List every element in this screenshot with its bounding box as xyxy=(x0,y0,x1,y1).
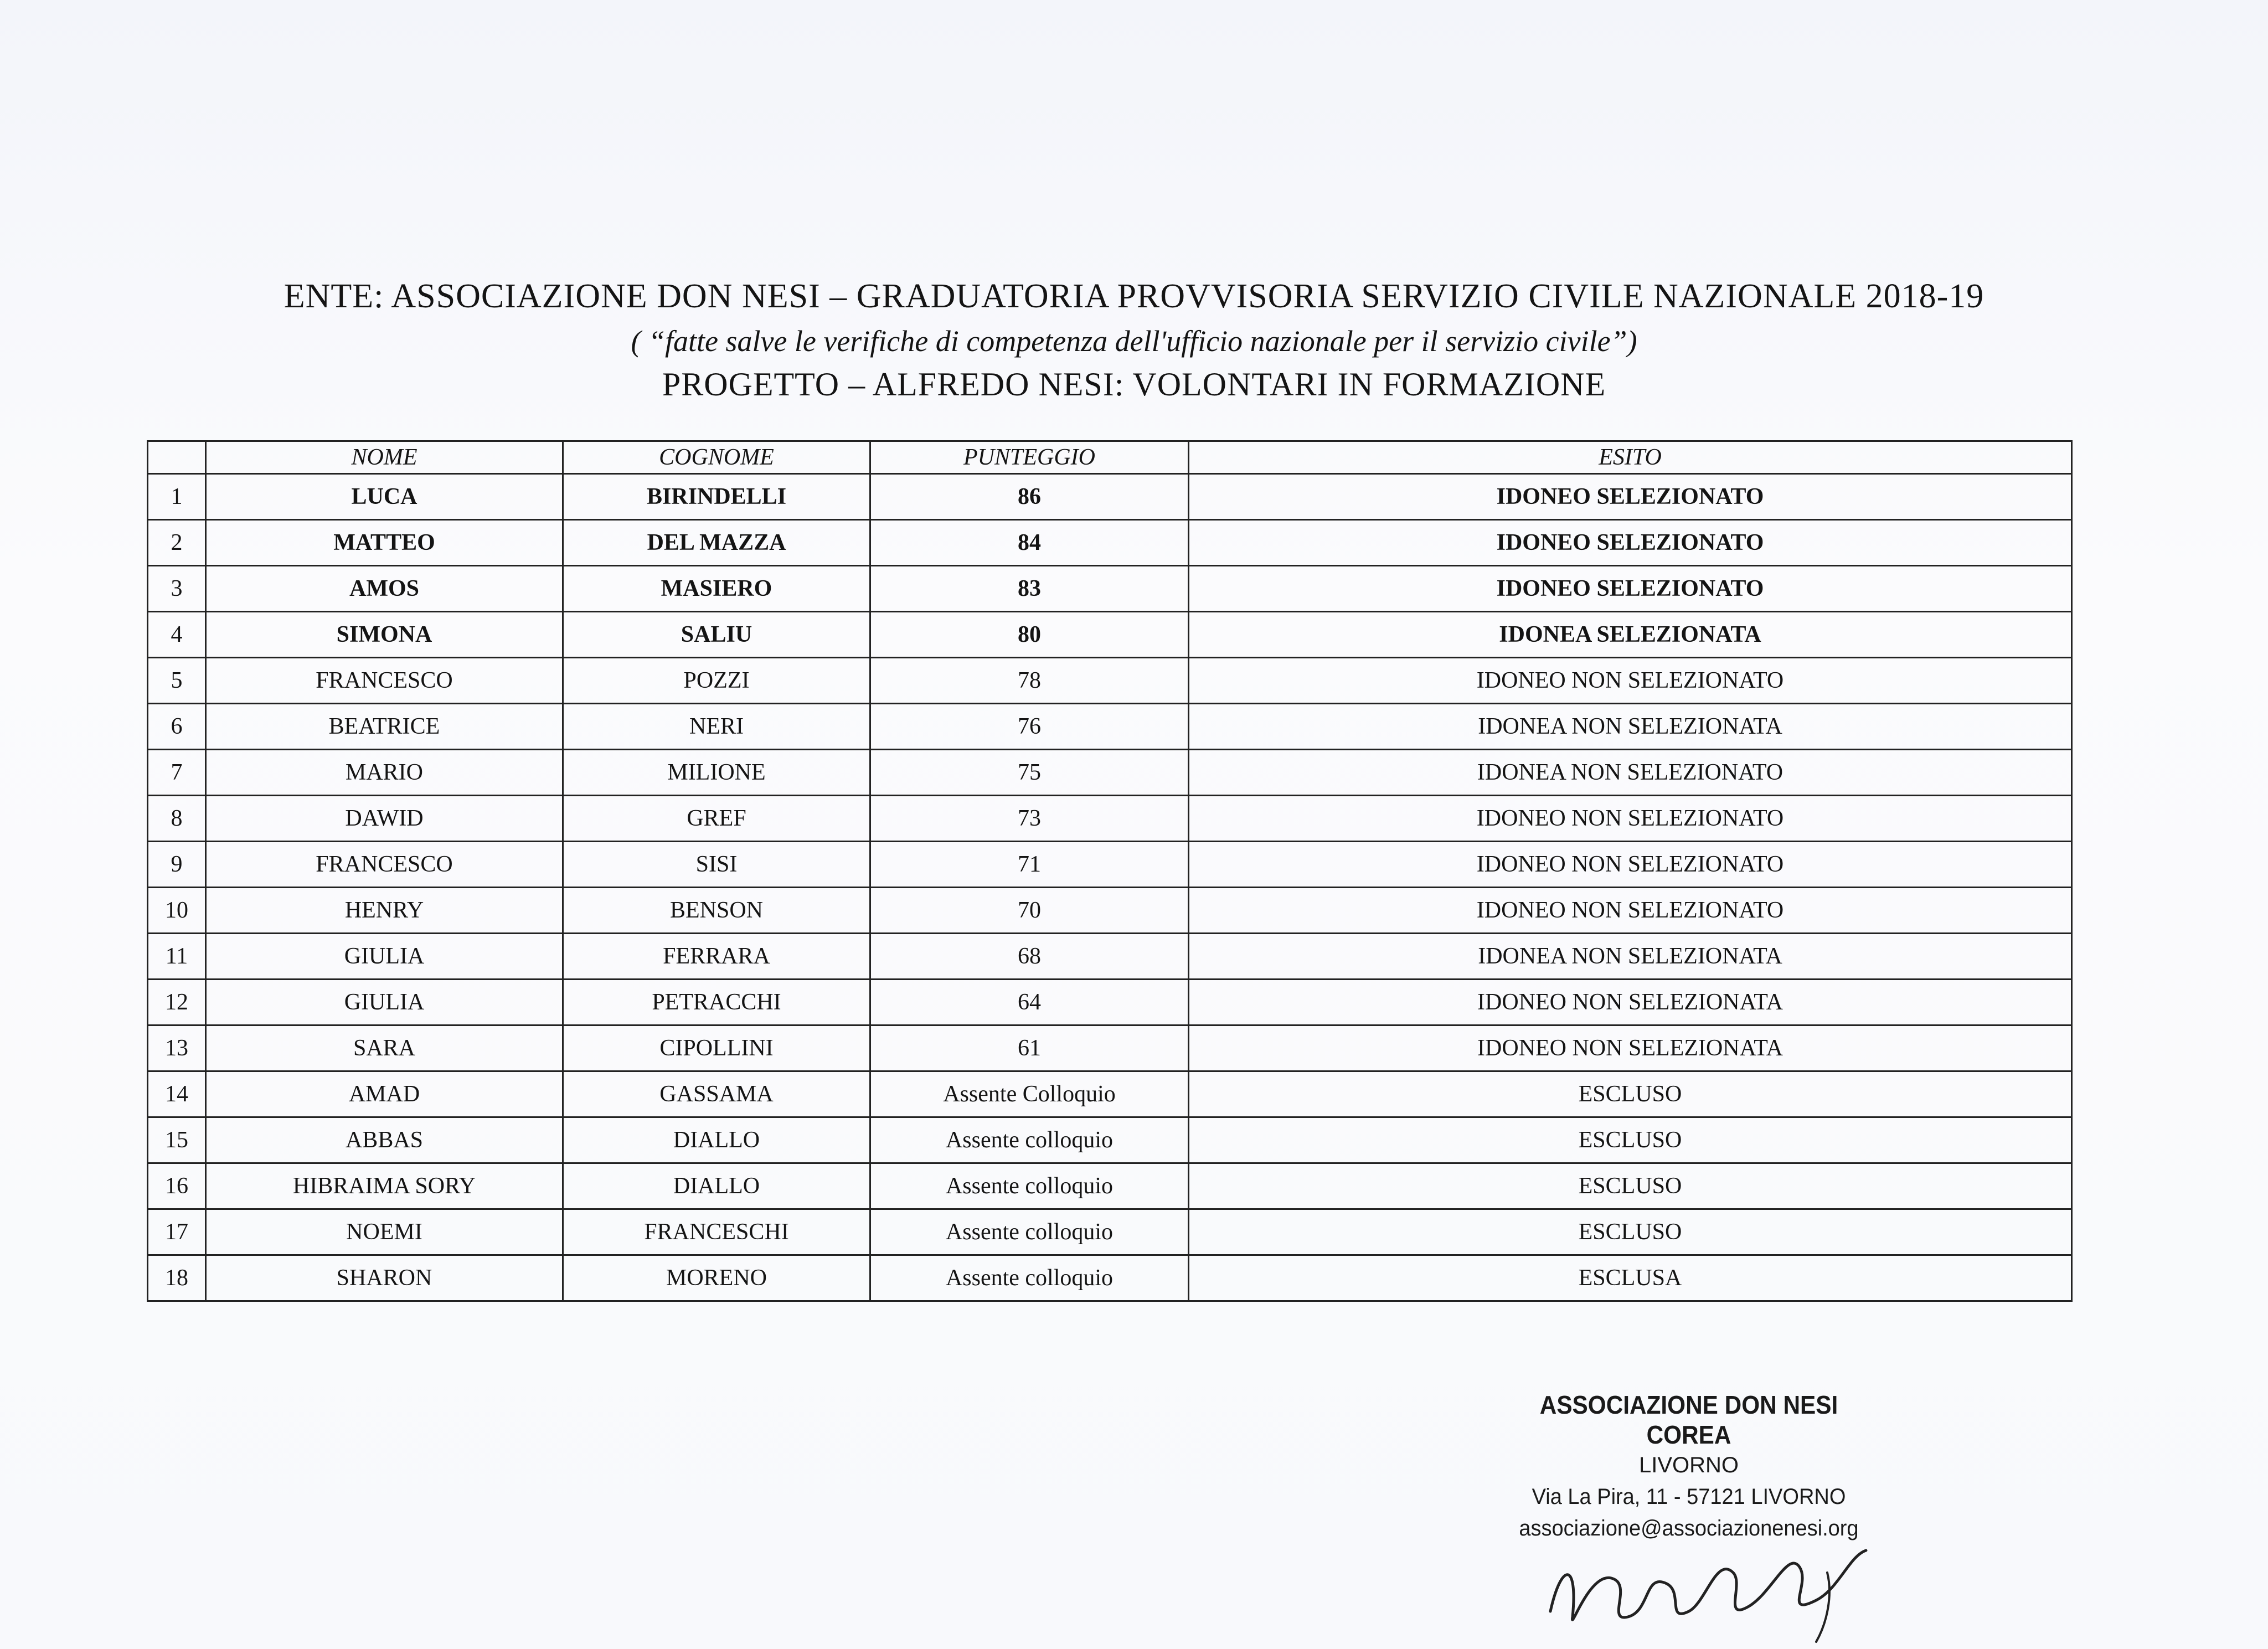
row-index: 10 xyxy=(148,888,206,934)
row-index: 12 xyxy=(148,980,206,1026)
row-index: 5 xyxy=(148,658,206,704)
cell-cognome: MORENO xyxy=(563,1255,870,1301)
cell-nome: SARA xyxy=(206,1026,563,1071)
table-row xyxy=(148,1026,2072,1071)
header-esito: ESITO xyxy=(1189,441,2072,474)
table-row xyxy=(148,566,2072,612)
cell-cognome: SALIU xyxy=(563,612,870,658)
row-index: 7 xyxy=(148,750,206,796)
table-row xyxy=(148,888,2072,934)
row-index: 3 xyxy=(148,566,206,612)
cell-cognome: BIRINDELLI xyxy=(563,474,870,520)
table-row xyxy=(148,842,2072,888)
cell-punteggio: Assente colloquio xyxy=(870,1209,1189,1255)
cell-cognome: DIALLO xyxy=(563,1163,870,1209)
cell-cognome: GREF xyxy=(563,796,870,842)
cell-punteggio: 80 xyxy=(870,612,1189,658)
cell-esito: IDONEO NON SELEZIONATO xyxy=(1189,796,2072,842)
cell-esito: IDONEA SELEZIONATA xyxy=(1189,612,2072,658)
header-nome: NOME xyxy=(206,441,563,474)
stamp-city: LIVORNO xyxy=(1638,1453,1739,1477)
table-row xyxy=(148,1117,2072,1163)
ranking-table xyxy=(147,440,2073,1302)
cell-punteggio: Assente colloquio xyxy=(870,1163,1189,1209)
cell-esito: IDONEO NON SELEZIONATO xyxy=(1189,658,2072,704)
cell-nome: FRANCESCO xyxy=(206,842,563,888)
row-index: 15 xyxy=(148,1117,206,1163)
cell-nome: HENRY xyxy=(206,888,563,934)
cell-nome: SIMONA xyxy=(206,612,563,658)
cell-punteggio: 70 xyxy=(870,888,1189,934)
cell-esito: IDONEO SELEZIONATO xyxy=(1189,520,2072,566)
cell-punteggio: 61 xyxy=(870,1026,1189,1071)
document-title: ENTE: ASSOCIAZIONE DON NESI – GRADUATORIA PROVVISORIA SERVIZIO CIVILE NAZIONALE 2018-19 xyxy=(284,277,1984,315)
stamp-address: Via La Pira, 11 - 57121 LIVORNO xyxy=(1532,1485,1846,1509)
stamp-name: ASSOCIAZIONE DON NESI COREA xyxy=(1539,1390,1838,1449)
table-row xyxy=(148,1071,2072,1117)
cell-esito: ESCLUSO xyxy=(1189,1163,2072,1209)
cell-cognome: DIALLO xyxy=(563,1117,870,1163)
cell-esito: IDONEO SELEZIONATO xyxy=(1189,474,2072,520)
header-punteggio: PUNTEGGIO xyxy=(870,441,1189,474)
cell-nome: HIBRAIMA SORY xyxy=(206,1163,563,1209)
cell-esito: IDONEO NON SELEZIONATO xyxy=(1189,888,2072,934)
row-index: 14 xyxy=(148,1071,206,1117)
row-index: 4 xyxy=(148,612,206,658)
handwritten-signature xyxy=(1539,1539,1883,1645)
stamp-email: associazione@associazionenesi.org xyxy=(1519,1516,1859,1540)
cell-esito: ESCLUSO xyxy=(1189,1117,2072,1163)
cell-cognome: FRANCESCHI xyxy=(563,1209,870,1255)
cell-nome: ABBAS xyxy=(206,1117,563,1163)
cell-nome: LUCA xyxy=(206,474,563,520)
cell-esito: IDONEO NON SELEZIONATA xyxy=(1189,1026,2072,1071)
cell-cognome: MILIONE xyxy=(563,750,870,796)
cell-nome: SHARON xyxy=(206,1255,563,1301)
table-row xyxy=(148,934,2072,980)
cell-cognome: POZZI xyxy=(563,658,870,704)
table-row xyxy=(148,796,2072,842)
cell-cognome: DEL MAZZA xyxy=(563,520,870,566)
cell-punteggio: 75 xyxy=(870,750,1189,796)
cell-punteggio: 83 xyxy=(870,566,1189,612)
table-row xyxy=(148,474,2072,520)
cell-esito: ESCLUSO xyxy=(1189,1071,2072,1117)
cell-esito: IDONEA NON SELEZIONATA xyxy=(1189,934,2072,980)
row-index: 8 xyxy=(148,796,206,842)
table-row xyxy=(148,750,2072,796)
cell-esito: IDONEO NON SELEZIONATA xyxy=(1189,980,2072,1026)
table-header-row xyxy=(148,441,2072,474)
cell-punteggio: 76 xyxy=(870,704,1189,750)
table-row xyxy=(148,520,2072,566)
cell-nome: GIULIA xyxy=(206,934,563,980)
cell-esito: ESCLUSO xyxy=(1189,1209,2072,1255)
row-index: 9 xyxy=(148,842,206,888)
cell-nome: MARIO xyxy=(206,750,563,796)
table-row xyxy=(148,658,2072,704)
header-index xyxy=(148,441,206,474)
cell-punteggio: 78 xyxy=(870,658,1189,704)
cell-cognome: BENSON xyxy=(563,888,870,934)
cell-nome: GIULIA xyxy=(206,980,563,1026)
row-index: 17 xyxy=(148,1209,206,1255)
association-stamp xyxy=(1495,1390,1883,1541)
cell-cognome: SISI xyxy=(563,842,870,888)
cell-punteggio: 68 xyxy=(870,934,1189,980)
row-index: 2 xyxy=(148,520,206,566)
cell-punteggio: Assente colloquio xyxy=(870,1117,1189,1163)
cell-esito: IDONEA NON SELEZIONATO xyxy=(1189,750,2072,796)
table-row xyxy=(148,612,2072,658)
table-row xyxy=(148,704,2072,750)
project-title: PROGETTO – ALFREDO NESI: VOLONTARI IN FORMAZIONE xyxy=(662,366,1606,403)
cell-nome: MATTEO xyxy=(206,520,563,566)
cell-nome: FRANCESCO xyxy=(206,658,563,704)
cell-cognome: CIPOLLINI xyxy=(563,1026,870,1071)
cell-cognome: MASIERO xyxy=(563,566,870,612)
cell-punteggio: 84 xyxy=(870,520,1189,566)
header-cognome: COGNOME xyxy=(563,441,870,474)
row-index: 6 xyxy=(148,704,206,750)
cell-punteggio: 64 xyxy=(870,980,1189,1026)
cell-punteggio: 71 xyxy=(870,842,1189,888)
table-row xyxy=(148,980,2072,1026)
cell-cognome: NERI xyxy=(563,704,870,750)
table-body xyxy=(148,474,2072,1301)
cell-punteggio: Assente colloquio xyxy=(870,1255,1189,1301)
row-index: 16 xyxy=(148,1163,206,1209)
row-index: 1 xyxy=(148,474,206,520)
cell-nome: DAWID xyxy=(206,796,563,842)
row-index: 18 xyxy=(148,1255,206,1301)
cell-nome: NOEMI xyxy=(206,1209,563,1255)
cell-punteggio: 73 xyxy=(870,796,1189,842)
cell-cognome: GASSAMA xyxy=(563,1071,870,1117)
cell-punteggio: Assente Colloquio xyxy=(870,1071,1189,1117)
cell-cognome: FERRARA xyxy=(563,934,870,980)
cell-esito: IDONEA NON SELEZIONATA xyxy=(1189,704,2072,750)
table-row xyxy=(148,1255,2072,1301)
cell-esito: IDONEO NON SELEZIONATO xyxy=(1189,842,2072,888)
cell-cognome: PETRACCHI xyxy=(563,980,870,1026)
cell-nome: BEATRICE xyxy=(206,704,563,750)
row-index: 11 xyxy=(148,934,206,980)
cell-esito: IDONEO SELEZIONATO xyxy=(1189,566,2072,612)
cell-nome: AMAD xyxy=(206,1071,563,1117)
cell-nome: AMOS xyxy=(206,566,563,612)
cell-punteggio: 86 xyxy=(870,474,1189,520)
document-subtitle: ( “fatte salve le verifiche di competenza dell'ufficio nazionale per il servizio civile”) xyxy=(631,324,1637,358)
cell-esito: ESCLUSA xyxy=(1189,1255,2072,1301)
table-row xyxy=(148,1163,2072,1209)
table-row xyxy=(148,1209,2072,1255)
row-index: 13 xyxy=(148,1026,206,1071)
